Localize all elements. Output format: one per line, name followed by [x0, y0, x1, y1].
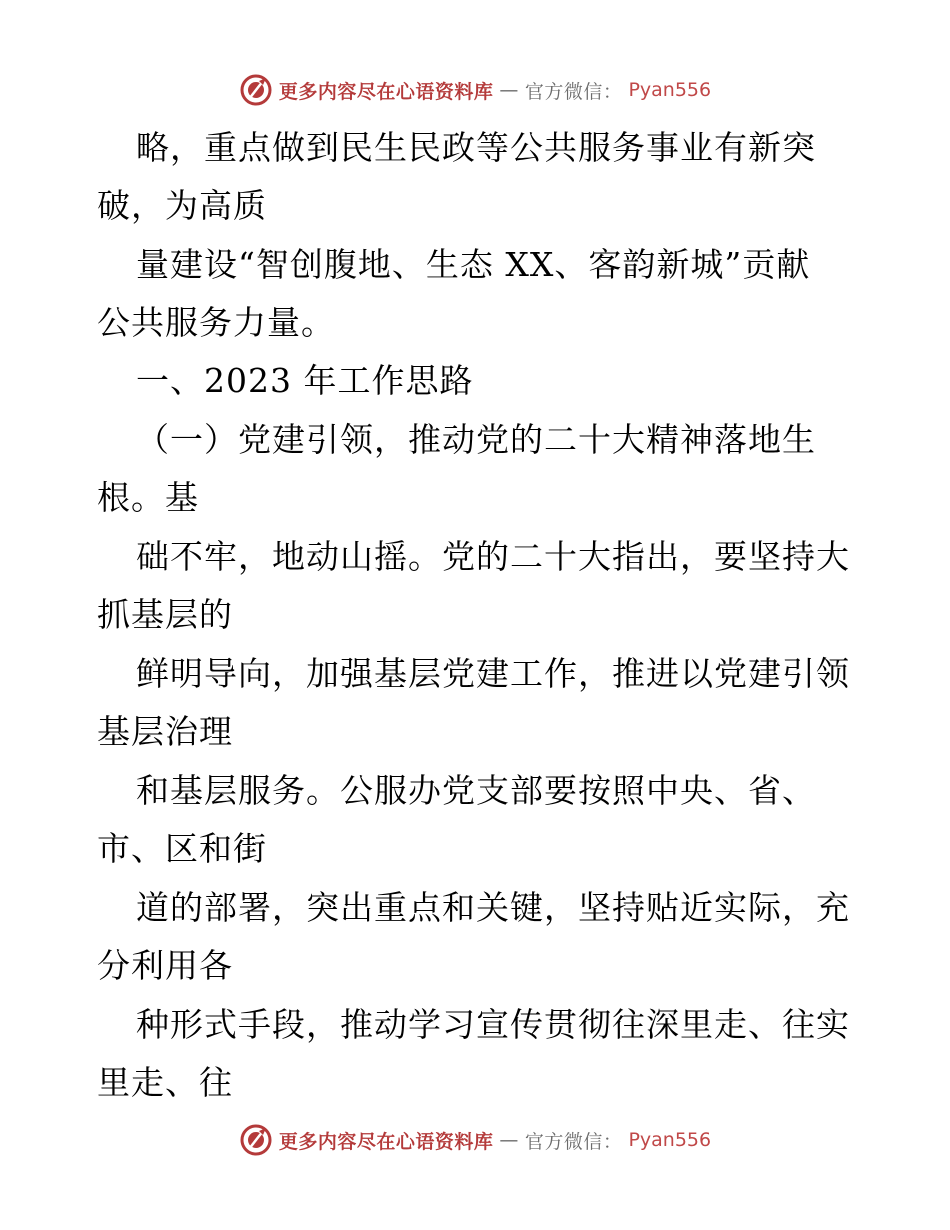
footer-watermark — [0, 1120, 950, 1160]
watermark-wechat-label: 官方微信： — [524, 80, 623, 103]
subsection-heading: （一）党建引领，推动党的二十大精神落地生 — [136, 420, 816, 459]
body-line: 公共服务力量。 — [97, 303, 335, 342]
body-line: 根。基 — [97, 478, 199, 517]
watermark-brand-text: 更多内容尽在心语资料库 — [278, 80, 494, 103]
body-line: 鲜明导向，加强基层党建工作，推进以党建引领 — [136, 654, 850, 693]
body-line: 道的部署，突出重点和关键，坚持贴近实际，充 — [136, 888, 850, 927]
header-watermark — [0, 70, 950, 110]
body-line: 和基层服务。公服办党支部要按照中央、省、 — [136, 771, 816, 810]
watermark-brand-text: 更多内容尽在心语资料库 — [278, 1130, 494, 1153]
body-line: 略，重点做到民生民政等公共服务事业有新突 — [136, 128, 816, 167]
body-line: 量建设“智创腹地、生态 XX、客韵新城”贡献 — [136, 245, 811, 284]
body-line: 分利用各 — [97, 946, 233, 985]
body-line: 抓基层的 — [97, 595, 233, 634]
seal-logo-icon — [239, 1123, 273, 1157]
watermark-wechat-id: Pyan556 — [628, 79, 712, 101]
body-line: 种形式手段，推动学习宣传贯彻往深里走、往实 — [136, 1005, 850, 1044]
watermark-wechat-label: 官方微信： — [524, 1130, 623, 1153]
body-line: 破，为高质 — [97, 186, 267, 225]
seal-logo-icon — [239, 73, 273, 107]
body-line: 里走、往 — [97, 1063, 233, 1102]
watermark-wechat-id: Pyan556 — [628, 1129, 712, 1151]
watermark-dash: — — [499, 79, 519, 101]
watermark-dash: — — [499, 1129, 519, 1151]
section-heading: 一、2023 年工作思路 — [136, 361, 474, 400]
body-line: 础不牢，地动山摇。党的二十大指出，要坚持大 — [136, 537, 850, 576]
body-line: 市、区和街 — [97, 829, 267, 868]
body-line: 基层治理 — [97, 712, 233, 751]
